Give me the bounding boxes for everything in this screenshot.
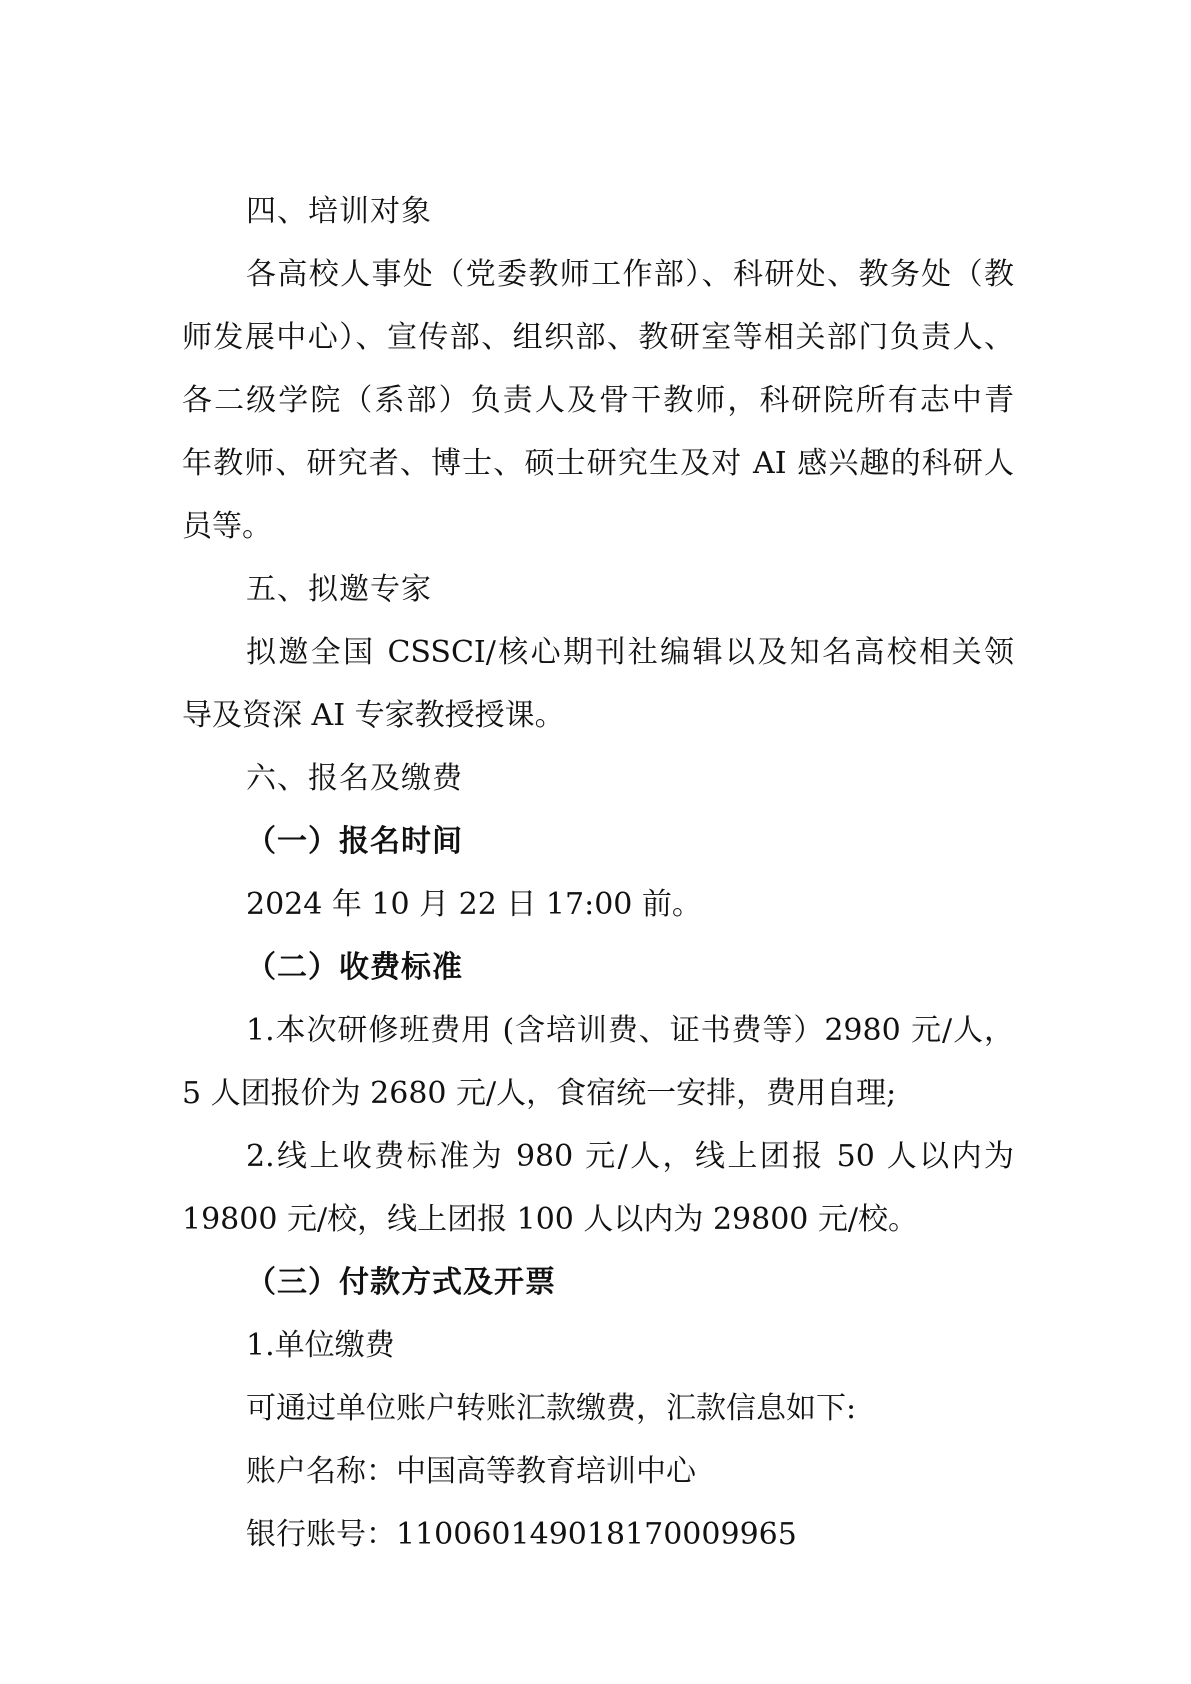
paragraph-line: 员等。 bbox=[182, 509, 272, 544]
paragraph-line: 19800 元/校，线上团报 100 人以内为 29800 元/校。 bbox=[182, 1202, 919, 1237]
subsection-heading-registration-time: （一）报名时间 bbox=[246, 824, 463, 859]
paragraph-line: 年教师、研究者、博士、硕士研究生及对 AI 感兴趣的科研人 bbox=[182, 446, 1014, 481]
paragraph-line: 各二级学院（系部）负责人及骨干教师，科研院所有志中青 bbox=[182, 383, 1014, 418]
account-name: 账户名称：中国高等教育培训中心 bbox=[246, 1454, 696, 1489]
payment-intro: 可通过单位账户转账汇款缴费，汇款信息如下: bbox=[246, 1391, 857, 1426]
account-number: 银行账号：11006014901817000996​5 bbox=[246, 1517, 797, 1552]
registration-deadline: 2024 年 10 月 22 日 17:00 前。 bbox=[246, 887, 702, 922]
paragraph-line: 导及资深 AI 专家教授授课。 bbox=[182, 698, 565, 733]
paragraph-line: 师发展中心）、宣传部、组织部、教研室等相关部门负责人、 bbox=[182, 320, 1014, 355]
subsection-heading-fee-standard: （二）收费标准 bbox=[246, 950, 463, 985]
paragraph-line: 1.本次研修班费用 (含培训费、证书费等）2980 元/人， bbox=[246, 1013, 1014, 1048]
subsection-heading-payment-invoice: （三）付款方式及开票 bbox=[246, 1265, 556, 1300]
paragraph-line: 拟邀全国 CSSCI/核心期刊社编辑以及知名高校相关领 bbox=[246, 635, 1014, 670]
payment-item-unit: 1.单位缴费 bbox=[246, 1328, 395, 1363]
section-heading-invited-experts: 五、拟邀专家 bbox=[246, 572, 432, 607]
paragraph-line: 5 人团报价为 2680 元/人，食宿统一安排，费用自理; bbox=[182, 1076, 897, 1111]
paragraph-line: 各高校人事处（党委教师工作部）、科研处、教务处（教 bbox=[246, 257, 1014, 292]
section-heading-training-target: 四、培训对象 bbox=[246, 194, 432, 229]
section-heading-registration-fees: 六、报名及缴费 bbox=[246, 761, 463, 796]
document-body bbox=[182, 180, 1014, 1566]
paragraph-line: 2.线上收费标准为 980 元/人，线上团报 50 人以内为 bbox=[246, 1139, 1014, 1174]
